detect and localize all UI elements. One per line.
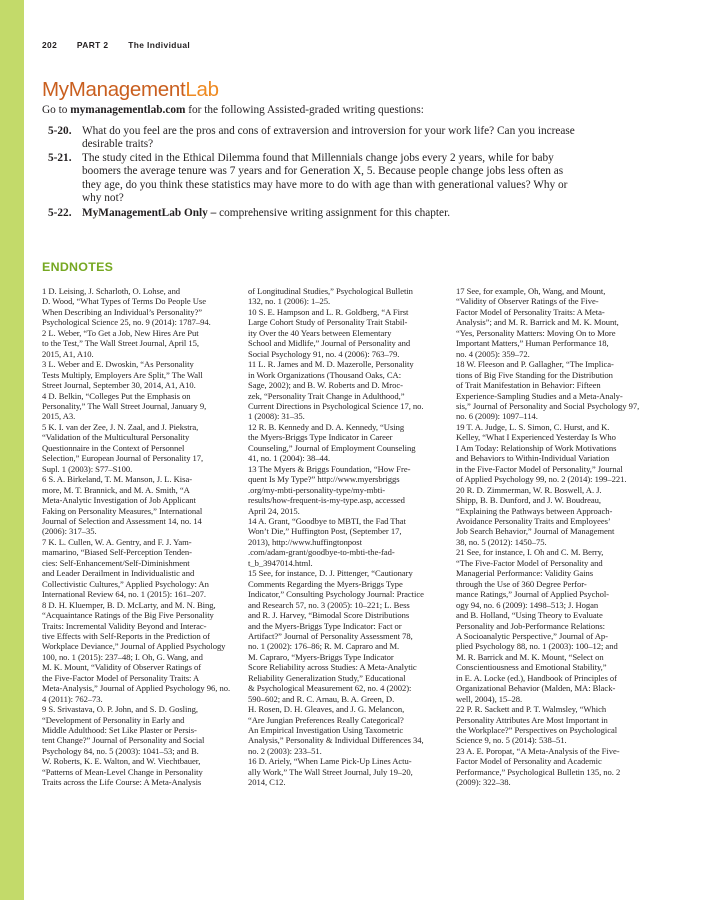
endnote-line: no. 4 (2005): 359–72. [456,348,530,359]
endnote-line: 1 D. Leising, J. Scharloth, O. Lohse, and [42,286,181,296]
endnote-line: 20 R. D. Zimmerman, W. R. Boswell, A. J. [456,484,602,495]
endnote-line: 4 D. Belkin, “Colleges Put the Emphasis on [42,390,191,401]
endnote-line: and the Myers-Briggs Type Indicator: Fact or [248,620,402,631]
intro-link[interactable]: mymanagementlab.com [70,104,186,116]
intro-line [42,103,424,118]
endnote-line: 2015, A1, A10. [42,348,94,359]
endnote-line: through the Use of 360 Degree Perfor- [456,578,587,589]
endnote-line: and R. J. Harvey, “Bimodal Score Distributions [248,610,410,621]
question-line [82,207,682,220]
endnote-line: W. Roberts, K. E. Walton, and W. Viechtbauer, [42,756,201,767]
endnote-line: Avoidance Personality Traits and Employees’ [456,515,611,526]
endnote-line: and Research 57, no. 3 (2005): 10–221; L. Bess [248,599,410,610]
endnote-line: 23 A. E. Poropat, “A Meta-Analysis of the Five- [456,745,620,756]
endnote-line: April 24, 2015. [248,505,300,516]
endnote-line: 10 S. E. Hampson and L. R. Goldberg, “A First [248,306,409,317]
endnote-line: Artifact?” Journal of Personality Assessment 78, [248,630,413,641]
endnote-line: Questionnaire in the Context of Personnel [42,442,185,453]
endnote-line: Workplace Deviance,” Journal of Applied Psychology [42,641,226,652]
endnote-line: no. 2 (2003): 233–51. [248,745,322,756]
endnote-line: Sage, 2002); and B. W. Roberts and D. Mroc- [248,380,403,391]
question-5-22 [42,207,682,220]
mymanagementlab-logo [42,78,219,102]
endnote-line: Shipp, B. B. Dunford, and J. W. Boudreau, [456,495,601,506]
endnote-line: 5 K. I. van der Zee, J. N. Zaal, and J. Piekstra, [42,421,199,432]
endnote-line: Factor Model of Personality Traits: A Meta- [456,306,605,317]
endnote-line: Psychology 84, no. 5 (2003): 1041–53; and B. [42,745,199,756]
endnote-line: Organizational Behavior (Malden, MA: Black- [456,683,616,694]
endnote-line: 11 L. R. James and M. D. Mazerolle, Personality [248,359,414,370]
endnote-line: 16 D. Ariely, “When Lame Pick-Up Lines Actu- [248,756,412,767]
endnote-line: “Patterns of Mean-Level Change in Personality [42,766,203,777]
endnote-line: Current Directions in Psychological Science 17, no. [248,400,424,411]
endnote-line: ogy 94, no. 6 (2009): 1498–513; J. Hogan [456,599,599,610]
endnote-line: 7 K. L. Cullen, W. A. Gentry, and F. J. Yam- [42,536,192,547]
endnote-line: I Am Today: Relationship of Work Motivations [456,442,617,453]
endnote-line: “Validation of the Multicultural Personality [42,432,190,443]
part-title: The Individual [128,40,191,50]
endnote-line: “Validity of Observer Ratings of the Five- [456,296,599,307]
endnote-line: no. 1 (2002): 176–86; R. M. Capraro and M. [248,641,400,652]
endnote-line: Personality,” The Wall Street Journal, January 9, [42,400,207,411]
endnote-line: Reliability Generalization Study,” Educational [248,672,406,683]
endnote-line: Supl. 1 (2003): S77–S100. [42,463,133,474]
endnote-line: Traits: Incremental Validity Beyond and Interac- [42,620,207,631]
endnote-line: plied Psychology 88, no. 1 (2003): 100–12; and [456,641,618,652]
question-number: 5-21. [48,152,72,164]
question-number: 5-22. [48,207,72,219]
endnote-line: 590–602; and R. C. Arnau, B. A. Green, D. [248,693,395,704]
endnote-line: 4 (2011): 762–73. [42,693,103,704]
endnotes-column-3 [456,286,639,788]
endnote-line: .org/my-mbti-personality-type/my-mbti- [248,484,386,495]
endnote-line: 3 L. Weber and E. Dwoskin, “As Personality [42,359,194,370]
endnote-line: Job Search Behavior,” Journal of Management [456,526,615,537]
question-line: boomers the average tenure was 7 years and for Generation X, 5. Because people change jobs less often as [82,165,564,178]
question-rest: comprehensive writing assignment for this chapter. [216,207,451,219]
brand-part2: Lab [185,78,219,101]
endnote-line: 12 R. B. Kennedy and D. A. Kennedy, “Using [248,421,405,432]
endnote-line: School and Midlife,” Journal of Personality and [248,338,411,349]
endnote-line: and Leader Derailment in Individualistic and [42,568,195,579]
endnote-line: in Work Organizations (Thousand Oaks, CA: [248,369,402,380]
endnote-line: 9 S. Srivastava, O. P. John, and S. D. Gosling, [42,704,198,715]
endnotes-column-1 [42,286,230,788]
question-5-20 [42,125,682,152]
endnote-line: 8 D. H. Kluemper, B. D. McLarty, and M. N. Bing, [42,599,216,610]
endnote-line: Traits across the Life Course: A Meta-Analysis [42,777,202,788]
endnote-line: the Myers-Briggs Type Indicator in Career [248,432,393,443]
endnote-line: 19 T. A. Judge, L. S. Simon, C. Hurst, and K. [456,421,610,432]
endnote-line: D. Wood, “What Types of Terms Do People Use [42,296,206,307]
endnote-line: “The Five-Factor Model of Personality and [456,557,603,568]
endnote-line: Science 9, no. 5 (2014): 538–51. [456,735,567,746]
endnote-line: the Five-Factor Model of Personality Traits: A [42,672,200,683]
endnote-line: M. Capraro, “Myers-Briggs Type Indicator [248,651,394,662]
question-line: desirable traits? [82,138,154,151]
endnote-line: 2 L. Weber, “To Get a Job, New Hires Are Put [42,327,199,338]
endnote-line: A Socioanalytic Perspective,” Journal of Ap- [456,630,608,641]
endnote-line: Analysis”; and M. R. Barrick and M. K. Mount, [456,317,619,328]
endnote-line: Meta-Analysis,” Journal of Applied Psychology 96, no. [42,683,231,694]
endnote-line: “Yes, Personality Matters: Moving On to More [456,327,616,338]
question-bold: MyManagementLab Only – [82,207,217,219]
endnote-line: tent Change?” Journal of Personality and Social [42,735,205,746]
endnote-line: results/how-frequent-is-my-type.asp, accessed [248,495,405,506]
endnote-line: of Applied Psychology 99, no. 2 (2014): 199–221. [456,474,627,485]
endnote-line: and B. Holland, “Using Theory to Evaluate [456,610,603,621]
brand-part1: MyManagement [42,78,186,101]
endnote-line: 17 See, for example, Oh, Wang, and Mount, [456,286,606,296]
endnote-line: of Trait Manifestation in Behavior: Fifteen [456,380,601,391]
endnote-line: (2006): 317–35. [42,526,97,537]
endnote-line: “Acquaintance Ratings of the Big Five Personality [42,610,214,621]
endnote-line: in the Five-Factor Model of Personality,” Journal [456,463,623,474]
question-line: What do you feel are the pros and cons of extraversion and introversion for your work life? Can you increase [82,125,575,137]
endnote-line: Meta-Analytic Investigation of Job Applicant [42,495,196,506]
endnote-line: and Behaviors to Within-Individual Variation [456,453,610,464]
endnote-line: Performance,” Psychological Bulletin 135, no. 2 [456,766,621,777]
endnote-line: “Explaining the Pathways between Approach- [456,505,613,516]
endnote-line: mamarino, “Biased Self-Perception Tenden- [42,547,192,558]
endnote-line: quent Is My Type?” http://www.myersbriggs [248,474,400,485]
running-header [42,40,207,50]
endnote-line: 38, no. 5 (2012): 1450–75. [456,536,547,547]
endnote-line: Street Journal, September 30, 2014, A1, A10. [42,380,196,391]
question-line: The study cited in the Ethical Dilemma found that Millennials change jobs every 2 years, while for baby [82,152,554,164]
endnote-line: .com/adam-grant/goodbye-to-mbti-the-fad- [248,547,395,558]
endnote-line: Managerial Performance: Validity Gains [456,568,594,579]
endnote-line: 6 S. A. Birkeland, T. M. Manson, J. L. Kisa- [42,474,193,485]
endnotes-heading: ENDNOTES [42,260,114,274]
endnote-line: zek, “Personality Trait Change in Adulthood,” [248,390,405,401]
endnote-line: Won’t Die,” Huffington Post, (September 17, [248,526,402,537]
endnote-line: Conscientiousness and Emotional Stability,” [456,662,607,673]
endnote-line: 21 See, for instance, I. Oh and C. M. Berry, [456,547,604,558]
endnote-line: tive Effects with Self-Reports in the Prediction of [42,630,210,641]
endnote-line: Large Cohort Study of Personality Trait Stabil- [248,317,408,328]
endnote-line: of Longitudinal Studies,” Psychological Bulletin [248,286,413,296]
page-number: 202 [42,40,58,50]
endnote-line: Collectivistic Cultures,” Applied Psychology: An [42,578,209,589]
endnote-line: t_b_3947014.html. [248,557,313,568]
endnote-line: 100, no. 1 (2015): 237–48; I. Oh, G. Wang, and [42,651,203,662]
endnote-line: “Are Jungian Preferences Really Categorical? [248,714,404,725]
endnote-line: the Workplace?” Perspectives on Psychological [456,725,618,736]
endnote-line: no. 6 (2009): 1097–114. [456,411,538,422]
endnote-line: M. R. Barrick and M. K. Mount, “Select on [456,651,604,662]
endnote-line: 13 The Myers & Briggs Foundation, “How Fre- [248,463,411,474]
endnote-line: Important Matters,” Human Performance 18, [456,338,609,349]
endnote-line: M. K. Mount, “Validity of Observer Ratings of [42,662,202,673]
endnote-line: Indicator,” Consulting Psychology Journal: Practice [248,589,424,600]
endnote-line: to the Test,” The Wall Street Journal, April 15, [42,338,199,349]
endnote-line: Social Psychology 91, no. 4 (2006): 763–79. [248,348,400,359]
question-line: why not? [82,192,124,205]
left-margin-bar [0,0,24,900]
endnote-line: 1 (2008): 31–35. [248,411,305,422]
endnote-line: sis,” Journal of Personality and Social Psychology 97, [456,400,640,411]
endnote-line: Counseling,” Journal of Employment Counseling [248,442,416,453]
endnote-line: 41, no. 1 (2004): 38–44. [248,453,331,464]
question-number: 5-20. [48,125,72,137]
endnote-line: 15 See, for instance, D. J. Pittenger, “Cautionary [248,568,413,579]
endnote-line: Middle Adulthood: Set Like Plaster or Persis- [42,725,197,736]
endnote-line: ity Over the 40 Years between Elementary [248,327,392,338]
endnote-line: ally Work,” The Wall Street Journal, July 19–20, [248,766,413,777]
endnote-line: When Describing an Individual’s Personality?” [42,306,203,317]
endnote-line: Comments Regarding the Myers-Briggs Type [248,578,403,589]
endnote-line: Faking on Personality Measures,” International [42,505,203,516]
endnote-line: Experience-Sampling Studies and a Meta-Analy- [456,390,623,401]
endnotes-column-2 [248,286,424,788]
question-line: they age, do you think these statistics may have more to do with age than with generational values? Why or [82,178,568,191]
endnote-line: Personality and Job-Performance Relations: [456,620,605,631]
endnote-line: mance Ratings,” Journal of Applied Psychol- [456,589,609,600]
endnote-line: “Development of Personality in Early and [42,714,185,725]
endnote-line: cies: Self-Enhancement/Self-Diminishment [42,557,190,568]
endnote-line: H. Rosen, D. H. Gleaves, and J. G. Melancon, [248,704,405,715]
endnote-line: 2014, C12. [248,777,286,788]
endnote-line: Tests Multiply, Employers Are Split,” The Wall [42,369,203,380]
endnote-line: Personality Attributes Are Most Important in [456,714,608,725]
endnote-line: & Psychological Measurement 62, no. 4 (2002): [248,683,412,694]
endnote-line: 22 P. R. Sackett and P. T. Walmsley, “Which [456,704,607,715]
endnote-line: 14 A. Grant, “Goodbye to MBTI, the Fad That [248,515,406,526]
endnote-line: Kelley, “What I Experienced Yesterday Is Who [456,432,616,443]
endnote-line: 2015, A3. [42,411,76,422]
endnote-line: Score Reliability across Studies: A Meta-Analytic [248,662,417,673]
endnote-line: in E. A. Locke (ed.), Handbook of Principles of [456,672,617,683]
intro-before: Go to [42,104,71,116]
endnote-line: (2009): 322–38. [456,777,511,788]
endnote-line: Psychological Science 25, no. 9 (2014): 1787–94. [42,317,211,328]
question-5-21 [42,152,682,206]
endnote-line: International Review 64, no. 1 (2015): 161–207. [42,589,207,600]
endnote-line: An Empirical Investigation Using Taxometric [248,725,404,736]
intro-after: for the following Assisted-graded writing questions: [185,104,424,116]
endnote-line: well, 2004), 15–28. [456,693,523,704]
endnote-line: more, M. T. Brannick, and M. A. Smith, “A [42,484,190,495]
endnote-line: Selection,” European Journal of Personality 17, [42,453,204,464]
endnote-line: tions of Big Five Standing for the Distribution [456,369,613,380]
endnote-line: 2013), http://www.huffingtonpost [248,536,362,547]
endnote-line: 18 W. Fleeson and P. Gallagher, “The Implica- [456,359,614,370]
endnote-line: 132, no. 1 (2006): 1–25. [248,296,331,307]
endnote-line: Analysis,” Personality & Individual Differences 34, [248,735,424,746]
part-label: PART 2 [76,40,109,50]
endnote-line: Journal of Selection and Assessment 14, no. 14 [42,515,202,526]
endnote-line: Factor Model of Personality and Academic [456,756,602,767]
